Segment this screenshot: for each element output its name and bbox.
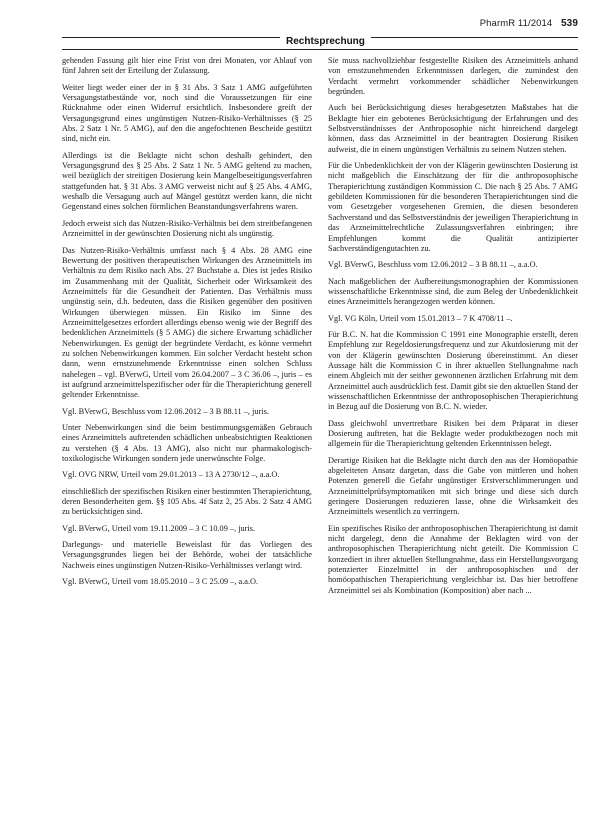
paragraph: Jedoch erweist sich das Nutzen-Risiko-Verhältnis bei dem streitbefangenen Arzneimittel in der gewünschten Dosierung nicht als ungünstig.	[62, 218, 312, 239]
paragraph: Ein spezifisches Risiko der anthroposophischen Therapierichtung ist damit nicht dargelegt, denn die Annahme der Beklagten wird von der anthroposophischen Therapierichtung nicht geteilt. Die Kommission C konzediert in ihrer aktuellen Stellungnahme, dass ein Herstellungsvorgang potenzierter Einzelmittel in der anthroposophischen und der homöopathischen Therapierichtung vergleichbar ist. Das hier betroffene Arzneimittel sei als Kombination (Komposition) aber nach ...	[328, 523, 578, 595]
paragraph: Vgl. BVerwG, Urteil vom 18.05.2010 – 3 C 25.09 –, a.a.O.	[62, 577, 259, 587]
paragraph: Für die Unbedenklichkeit der von der Klägerin gewünschten Dosierung ist nicht maßgeblich die Einschätzung der für die anthroposophische Therapierichtung zuständigen Kommission C. Die nach § 25 Abs. 7 AMG gebildeten Kommissionen für die besonderen Therapierichtungen sind die vom Gesetzgeber vorgesehenen Gremien, die diesen besonderen Sachverstand und das Selbstverständnis der jeweiligen Therapierichtung in das Arzneimittelrechtliche Zulassungsverfahren einbringen; ihre Empfehlungen kommt die Qualität antizipierter Sachverständigengutachten zu.	[328, 161, 578, 253]
paragraph: Vgl. BVerwG, Beschluss vom 12.06.2012 – 3 B 88.11 –, juris.	[62, 406, 269, 416]
paragraph: Unter Nebenwirkungen sind die beim bestimmungsgemäßen Gebrauch eines Arzneimittels auftretenden schädlichen unbeabsichtigten Reaktionen zu verstehen (§ 4 Abs. 13 AMG), also nicht nur pharmakologisch-toxikologische Wirkungen sondern jede unerwünschte Folge.	[62, 423, 312, 464]
paragraph: Nach maßgeblichen der Aufbereitungsmonographien der Kommissionen wissenschaftliche Erkenntnisse sind, die zum Beleg der Unbedenklichkeit eines Arzneimittels herangezogen werden können.	[328, 276, 578, 307]
paragraph: Auch bei Berücksichtigung dieses herabgesetzten Maßstabes hat die Beklagte hier ein gebotenes Berücksichtigung der Erfahrungen und des Selbstverständnisses der Anthroposophie nicht hinreichend dargelegt können, dass das Arzneimittel in der beantragten Dosierung Risiken aufweist, die in einem ungünstigen Verhältnis zu seinem Nutzen stehen.	[328, 103, 578, 154]
right-column	[328, 56, 578, 822]
paragraph: Vgl. BVerwG, Urteil vom 19.11.2009 – 3 C 10.09 –, juris.	[62, 523, 256, 533]
paragraph: Dass gleichwohl unvertretbare Risiken bei dem Präparat in dieser Dosierung auftreten, hat die Beklagte weder produktbezogen noch mit allgemein für die Therapierichtung geltenden Erkenntnissen belegt.	[328, 418, 578, 449]
journal-issue: PharmR 11/2014	[479, 18, 553, 29]
paragraph: Darlegungs- und materielle Beweislast für das Vorliegen des Versagungsgrundes liegen bei der Behörde, wobei der tatsächliche Nachweis eines ungünstigen Nutzen-Risiko-Verhältnisses verlangt wird.	[62, 540, 312, 570]
paragraph: Sie muss nachvollziehbar festgestellte Risiken des Arzneimittels anhand von ernstzunehmenden Erkenntnissen darlegen, die zumindest den Verdacht vermehrt vorkommender schädlicher Nebenwirkungen begründen.	[328, 56, 578, 97]
paragraph: Vgl. BVerwG, Beschluss vom 12.06.2012 – 3 B 88.11 –, a.a.O.	[328, 260, 538, 270]
body-columns	[62, 56, 578, 822]
paragraph: gehenden Fassung gilt hier eine Frist von drei Monaten, vor Ablauf von fünf Jahren seit der Erteilung der Zulassung.	[62, 56, 312, 76]
journal-reference	[480, 18, 578, 29]
paragraph: Allerdings ist die Beklagte nicht schon deshalb gehindert, den Versagungsgrund des § 25 Abs. 2 Satz 1 Nr. 5 AMG geltend zu machen, weil bezüglich der streitigen Dosierung kein Mangelbeseitigungsverfahren stattgefunden hat. § 31 Abs. 3 AMG verweist nicht auf § 25 Abs. 4 AMG, weshalb die Versagung auch auf Mängel gestützt werden kann, die nicht Gegenstand eines solchen förmlichen Beanstandungsverfahrens waren.	[62, 150, 312, 212]
left-column	[62, 56, 312, 822]
paragraph: Vgl. VG Köln, Urteil vom 15.01.2013 – 7 K 4708/11 –.	[328, 313, 513, 323]
page-header	[62, 18, 578, 32]
paragraph: Vgl. OVG NRW, Urteil vom 29.01.2013 – 13 A 2730/12 –, a.a.O.	[62, 470, 280, 480]
paragraph: Derartige Risiken hat die Beklagte nicht durch den aus der Homöopathie abgeleiteten Ansatz dargetan, dass die Gabe von mittleren und hohen Potenzen generell die Gefahr ungünstiger Erstverschlimmerungen und Arzneimittelprüfsymptomatiken mit sich bringe und diese sich durch geringere Dosierungen reduzieren lasse, ohne die Wirksamkeit des Arzneimittels wesentlich zu verringern.	[328, 455, 578, 517]
paragraph: Das Nutzen-Risiko-Verhältnis umfasst nach § 4 Abs. 28 AMG eine Bewertung der positiven therapeutischen Wirkungen des Arzneimittels im Verhältnis zu dem Risiko nach Abs. 27 Buchstabe a. Dies ist jedes Risiko im Zusammenhang mit der Qualität, Sicherheit oder Wirksamkeit des Arzneimittels für die Gesundheit der Patienten. Das Verhältnis muss ungünstig sein, d.h. bedeuten, dass die Risiken gegenüber den positiven Wirkungen überwiegen müssen. Ein Risiko im Sinne des Arzneimittelgesetzes erfordert allerdings ebenso wenig wie der Begriff des bedenklichen Arzneimittels (§ 5 AMG) die sichere Erwartung schädlicher Nebenwirkungen. Es genügt der begründete Verdacht, es könne vermehrt zu solchen Nebenwirkungen kommen. Ein solcher Verdacht besteht schon dann, wenn ernstzunehmende Erkenntnisse einen solchen Schluss nahelegen – vgl. BVerwG, Urteil vom 26.04.2007 – 3 C 36.06 –, juris – es ist aufgrund arzneimittelspezifischer oder für die Therapierichtung generell geltender Erkenntnisse.	[62, 245, 312, 400]
section-title: Rechtsprechung	[280, 36, 371, 48]
paragraph: einschließlich der spezifischen Risiken einer bestimmten Therapierichtung, deren Besonderheiten gem. §§ 105 Abs. 4f Satz 2, 25 Abs. 2 Satz 4 AMG zu berücksichtigen sind.	[62, 486, 312, 517]
paragraph: Weiter liegt weder einer der in § 31 Abs. 3 Satz 1 AMG aufgeführten Versagungstatbestände vor, noch sind die Voraussetzungen für eine Rücknahme oder einen Widerruf ersichtlich. Insbesondere greift der Versagungsgrund eines ungünstigen Nutzen-Risiko-Verhältnisses (§ 25 Abs. 2 Satz 1 Nr. 5 AMG), auf den die angefochtenen Bescheide gestützt sind, nicht ein.	[62, 82, 312, 144]
paragraph: Für B.C. N. hat die Kommission C 1991 eine Monographie erstellt, deren Empfehlung zur Regeldosierungsfrequenz und zur Akutdosierung mit der von der Klägerin gewünschten Dosierung übereinstimmt. An dieser Aussage hält die Kommission C in ihrer aktuellen Stellungnahme nach einem Abgleich mit der seither gewonnenen ärztlichen Erfahrung mit dem Arzneimittel auch ausdrücklich fest. Damit gibt sie den aktuellen Stand der wissenschaftlichen Erkenntnisse der anthroposophischen Therapierichtung in Bezug auf die Dosierung von B.C. N. wieder.	[328, 329, 578, 412]
page-number: 539	[561, 18, 578, 29]
